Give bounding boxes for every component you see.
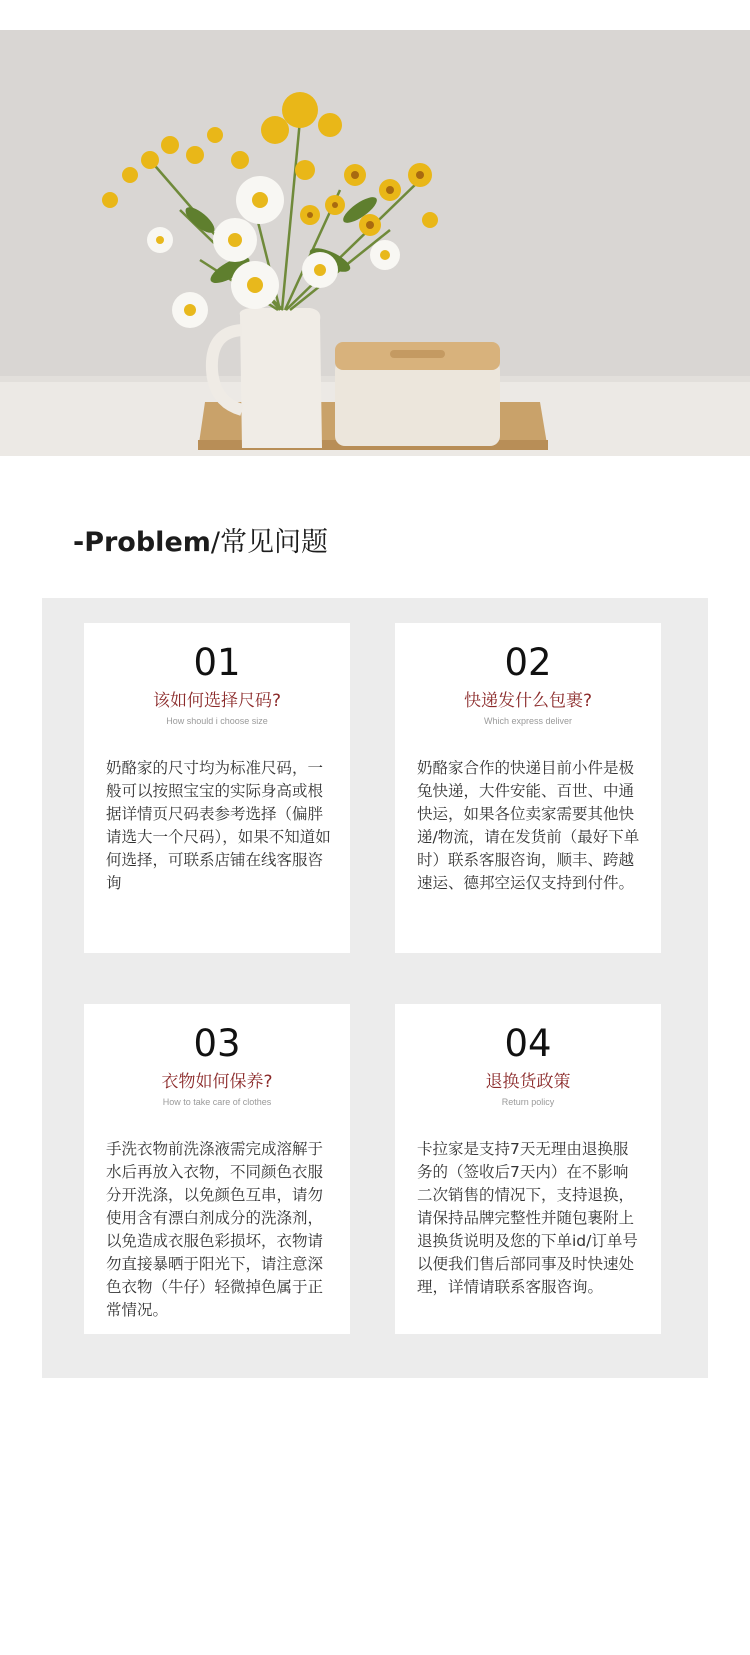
hero-photo: [0, 30, 750, 456]
faq-number: 02: [504, 641, 552, 684]
faq-card-express: [395, 623, 661, 953]
faq-title: 退换货政策: [485, 1072, 571, 1092]
faq-answer: 卡拉家是支持7天无理由退换服务的（签收后7天内）在不影响二次销售的情况下，支持退换，请保持品牌完整性并随包裹附上退换货说明及您的下单id/订单号以便我们售后部同事及时快速处理，详情请联系客服咨询。: [417, 1140, 638, 1296]
faq-card-care: [84, 1004, 350, 1334]
faq-number: 01: [193, 641, 241, 684]
heading-cn: /常见问题: [210, 527, 328, 558]
faq-card-size: [84, 623, 350, 953]
faq-number: 04: [504, 1022, 552, 1065]
faq-title: 衣物如何保养?: [161, 1072, 273, 1092]
faq-subtitle: Which express deliver: [483, 716, 573, 726]
section-heading: [73, 520, 328, 559]
faq-subtitle: How to take care of clothes: [162, 1097, 272, 1107]
faq-subtitle: Return policy: [501, 1097, 555, 1107]
faq-answer: 奶酪家合作的快递目前小件是极兔快递，大件安能、百世、中通快运，如果各位卖家需要其他快递/物流，请在发货前（最好下单时）联系客服咨询，顺丰、跨越速运、德邦空运仅支持到付件。: [417, 759, 640, 892]
faq-panel: [42, 598, 708, 1378]
heading-en: -Problem: [73, 527, 211, 558]
faq-subtitle: How should i choose size: [166, 716, 268, 726]
flower-vase-illustration: [0, 30, 750, 456]
faq-title: 快递发什么包裹?: [463, 691, 593, 711]
faq-answer: 手洗衣物前洗涤液需完成溶解于水后再放入衣物，不同颜色衣服分开洗涤，以免颜色互串，请勿使用含有漂白剂成分的洗涤剂，以免造成衣服色彩损坏，衣物请勿直接暴晒于阳光下，请注意深色衣物（牛仔）轻微掉色属于正常情况。: [106, 1140, 324, 1319]
faq-answer: 奶酪家的尺寸均为标准尺码，一般可以按照宝宝的实际身高或根据详情页尺码表参考选择（偏胖请选大一个尺码），如果不知道如何选择，可联系店铺在线客服咨询: [106, 759, 331, 892]
faq-card-return: [395, 1004, 661, 1334]
faq-number: 03: [193, 1022, 241, 1065]
faq-title: 该如何选择尺码?: [152, 691, 282, 711]
